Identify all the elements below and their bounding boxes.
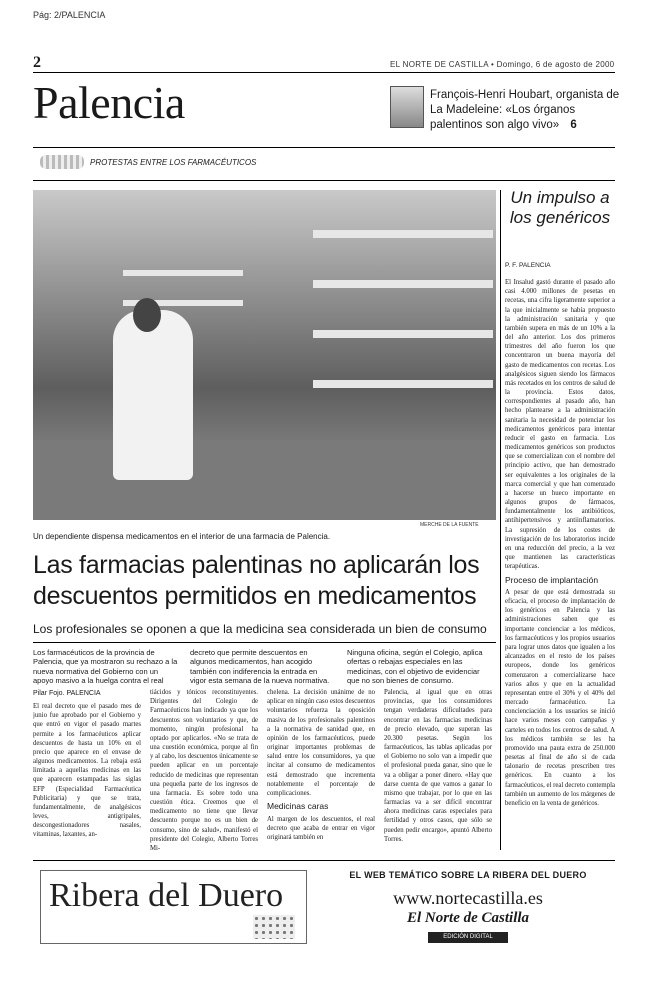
teaser-portrait	[390, 86, 424, 128]
headline: Las farmacias palentinas no aplicarán los descuentos permitidos en medicamentos	[33, 551, 480, 611]
web-ad-url[interactable]: www.nortecastilla.es	[393, 888, 543, 908]
sidebar-title: Un impulso a los genéricos	[509, 188, 611, 228]
grapes-icon	[253, 915, 295, 939]
section-title: Palencia	[33, 77, 185, 128]
subhead: Los profesionales se oponen a que la medicina sea considerada un bien de consumo	[33, 622, 487, 636]
sidebar-byline: P. F. PALENCIA	[505, 262, 551, 269]
teaser-headline: François-Henri Houbart, organista de La Madeleine: «Los órganos palentinos son algo vivo»	[430, 89, 620, 131]
body-column-2: tiácidos y tónicos reconstituyentes. Dirigentes del Colegio de Farmacéuticos han indicado ya que los descuentos son voluntarios y que, de momento, ningún profesional ha optado por aplicarlos. «No se trata de una cuestión económica, porque al fin y al cabo, los descuentos únicamente se pueden aplicar en un porcentaje reducido de medicinas que representan una pequeña parte de los ingresos de una farmacia. Es sobre todo una cuestión ética. Creemos que el medicamento no tiene que llevar descuento porque no es un bien de consumo, sino de salud», manifestó el presidente del Colegio, Alberto Torres Mi-	[150, 689, 258, 852]
byline: Pilar Fojo. PALENCIA	[33, 690, 101, 697]
section-rule	[33, 147, 615, 148]
pharmacy-photo	[33, 190, 496, 520]
ribera-ad[interactable]	[40, 870, 307, 944]
body-column-1: El real decreto que el pasado mes de junio fue aprobado por el Gobierno y que entró en vigor el pasado martes permite a los farmacéuticos aplicar descuentos de hasta un 10% en el precio que aparece en el envase de algunos medicamentos. La rebaja está limitada a aquellas medicinas en las que aparecen estampadas las siglas EFP (Especialidad Farmacéutica Publicitaria) y que se trata, fundamentalmente, de analgésicos leves, antigripales, descongestionadores nasales, vitaminas, laxantes, an-	[33, 703, 141, 839]
teaser-page: 6	[570, 118, 577, 131]
body-subheading-text: Al margen de los descuentos, el real decreto que acaba de entrar en vigor originará también en	[267, 815, 375, 841]
page-reference: Pág: 2/PALENCIA	[33, 10, 106, 20]
lead-paragraph-1: Los farmacéuticos de la provincia de Palencia, que ya mostraron su rechazo a la nueva normativa del Gobierno con un apoyo masivo a la huelga contra el real	[33, 648, 178, 686]
sidebar-text-1: El Insalud gastó durante el pasado año casi 4.000 millones de pesetas en recetas, una cifra ligeramente superior a la que inicialmente se había propuesto la administración sanitaria y que también supera en más de un 10% a la del año anterior. Los dos primeros trimestres del año fueron los que concentraron un buena mayoría del gasto de medicamentos con recetas. Los analgésicos siguen siendo los fármacos más recetados en los centros de salud de la provincia. Estos datos, correspondientes al pasado año, han hecho plantearse a la administración sanitaria la necesidad de potenciar los medicamentos genéricos para intentar reducir el gasto en farmacia. Los medicamentos genéricos son productos que se comercializan con el nombre del principio activo, que han demostrado ser equivalentes a los originales de la marca comercial y que han comenzado a hacerse un hueco importante en algunos grupos de fármacos, fundamentalmente los antibióticos, antihipertensivos y antiinflamatorios. La supresión de los costes de investigación de los laboratorios incide en una reducción del precio, a la vez que mantienen las características terapéuticas.	[505, 279, 615, 571]
pills-icon	[40, 155, 84, 169]
edition-badge: EDICIÓN DIGITAL	[428, 932, 508, 943]
photo-credit: MERCHE DE LA FUENTE	[420, 522, 479, 528]
web-ad-tagline: EL WEB TEMÁTICO SOBRE LA RIBERA DEL DUERO	[349, 870, 587, 880]
sidebar-text-2: A pesar de que está demostrada su eficacia, el proceso de implantación de los genéricos en Palencia y las administraciones saben que es importante concienciar a los médicos, los farmacéuticos y los propios usuarios para lograr unos datos que igualen a los alcanzados en el resto de los países europeos, donde los genéricos comenzaron a comercializarse hace varios años y que en la actualidad representan entre el 30% y el 40% del mercado farmacéutico. La concienciación a los usuarios se inició hace varios meses con campañas y carteles en todos los centros de salud. A los médicos también se les ha promovido una pauta extra de 250.000 pesetas al final de año si de cada talonario de recetas prescriben tres genéricos. En cuanto a los farmacéuticos, el real decreto contempla también un aumento de los márgenes de beneficio en la venta de genéricos.	[505, 588, 615, 807]
web-ad[interactable]	[318, 870, 618, 942]
lead-paragraph-2: decreto que permite descuentos en algunos medicamentos, han acogido también con indiferencia la entrada en vigor esta semana de la nueva normativa.	[190, 648, 330, 686]
ribera-ad-logo: Ribera del Duero	[49, 877, 284, 914]
sidebar-subheading: Proceso de implantación	[505, 574, 599, 585]
ad-rule	[33, 860, 615, 861]
kicker-rule	[33, 180, 615, 181]
body-column-3-text: chelena. La decisión unánime de no aplicar en ningún caso estos descuentos voluntarios refuerza la oposición masiva de los profesionales palentinos a la normativa de sanidad que, en opinión de los farmacéuticos, puede originar importantes problemas de salud entre los consumidores, ya que incitar al consumo de medicamentos está demostrado que incrementa notablemente el porcentaje de complicaciones.	[267, 689, 375, 797]
newspaper-logo: El Norte de Castilla	[406, 910, 530, 926]
teaser-text	[430, 88, 620, 133]
sidebar-divider	[500, 190, 501, 850]
teaser-box[interactable]	[390, 86, 620, 136]
kicker: PROTESTAS ENTRE LOS FARMACÉUTICOS	[90, 158, 257, 167]
top-rule	[33, 72, 615, 73]
subhead-rule	[33, 642, 496, 643]
photo-caption: Un dependiente dispensa medicamentos en el interior de una farmacia de Palencia.	[33, 532, 331, 541]
body-subheading: Medicinas caras	[267, 801, 329, 812]
body-column-4: Palencia, al igual que en otras provincias, que los consumidores tengan verdaderas dificultades para encontrar en las farmacias medicinas de precio elevado, que superan las 20.300 pesetas. Según los farmacéuticos, las tablas aplicadas por el Gobierno no solo van a impedir que el profesional pueda ganar, sino que le va a obligar a poner dinero. «Hay que darse cuenta de que vamos a ganar lo mismo que trabajar, por lo que en las farmacias va a ser difícil encontrar ahora medicinas caras especiales para fertilidad y otros casos, que sólo se pueden pedir encargo», apuntó Alberto Torres.	[384, 689, 492, 843]
body-column-3	[267, 688, 375, 858]
sidebar-body	[505, 278, 615, 850]
page-number: 2	[33, 54, 41, 71]
folio: EL NORTE DE CASTILLA • Domingo, 6 de agosto de 2000	[390, 60, 615, 69]
lead-paragraph-3: Ninguna oficina, según el Colegio, aplica ofertas o rebajas especiales en las medicinas, con el objetivo de evidenciar que no son bienes de consumo.	[347, 648, 483, 686]
